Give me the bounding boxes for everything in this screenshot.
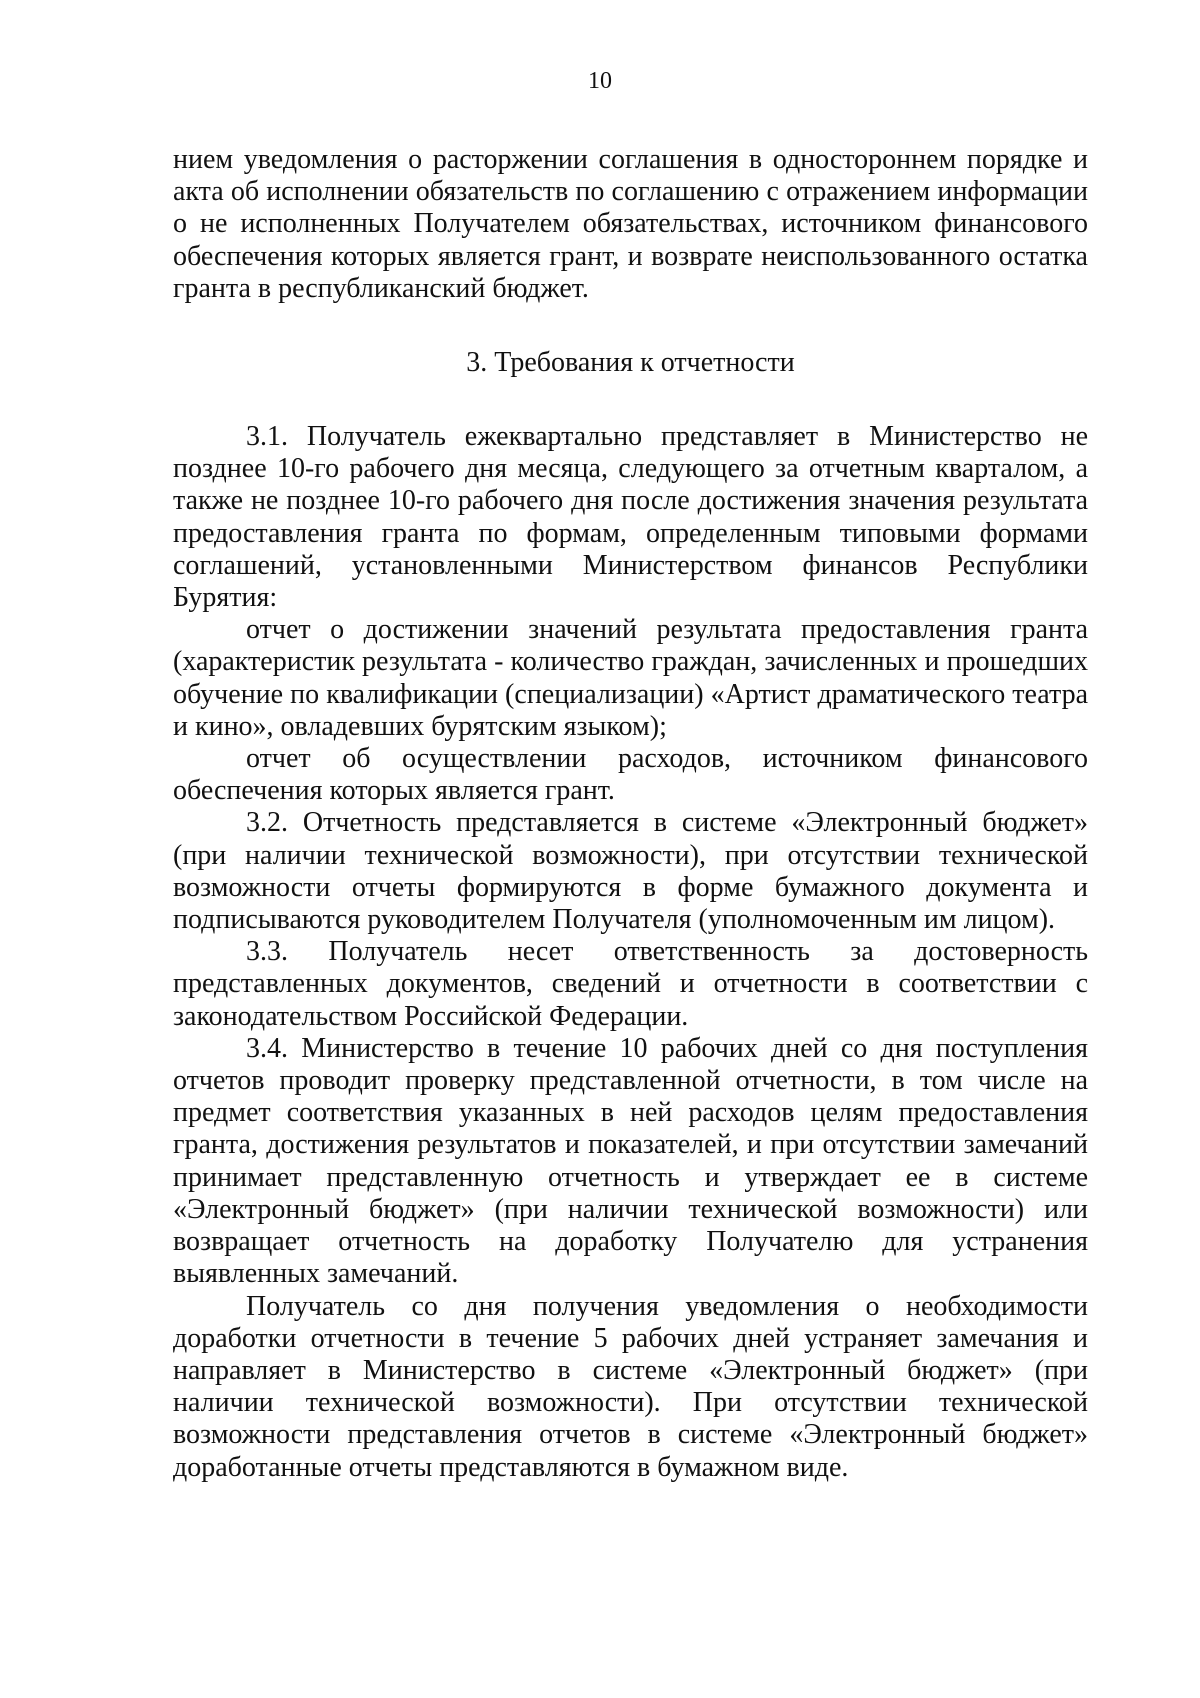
- paragraph-3-2: 3.2. Отчетность представляется в системе «Электронный бюджет» (при наличии технической возможности), при отсутствии технической возможности отчеты формируются в форме бумажного документа и подписываются руководителем Получателя (уполномоченным им лицом).: [173, 807, 1088, 936]
- paragraph-revision: Получатель со дня получения уведомления о необходимости доработки отчетности в течение 5 рабочих дней устраняет замечания и направляет в Министерство в системе «Электронный бюджет» (при наличии технической возможности). При отсутствии технической возможности представления отчетов в системе «Электронный бюджет» доработанные отчеты представляются в бумажном виде.: [173, 1290, 1088, 1483]
- document-body: [173, 144, 1088, 1484]
- section-heading: 3. Требования к отчетности: [466, 347, 795, 379]
- spacer: [173, 305, 1088, 347]
- continuation-paragraph: нием уведомления о расторжении соглашения в одностороннем порядке и акта об исполнении обязательств по соглашению с отражением информации о не исполненных Получателем обязательствах, источником финансового обеспечения которых является грант, и возврате неиспользованного остатка гранта в республиканский бюджет.: [173, 144, 1088, 304]
- paragraph-report-results: отчет о достижении значений результата предоставления гранта (характеристик результата - количество граждан, зачисленных и прошедших обучение по квалификации (специализации) «Артист драматического театра и кино», овладевших бурятским языком);: [173, 614, 1088, 742]
- paragraph-3-4: 3.4. Министерство в течение 10 рабочих дней со дня поступления отчетов проводит проверку представленной отчетности, в том числе на предмет соответствия указанных в ней расходов целям предоставления гранта, достижения результатов и показателей, и при отсутствии замечаний принимает представленную отчетность и утверждает ее в системе «Электронный бюджет» (при наличии технической возможности) или возвращает отчетность на доработку Получателю для устранения выявленных замечаний.: [173, 1032, 1088, 1290]
- paragraph-report-expenses: отчет об осуществлении расходов, источником финансового обеспечения которых является грант.: [173, 743, 1088, 807]
- page-number: 10: [588, 68, 612, 94]
- paragraph-3-1: 3.1. Получатель ежеквартально представляет в Министерство не позднее 10-го рабочего дня месяца, следующего за отчетным кварталом, а также не позднее 10-го рабочего дня после достижения значения результата предоставления гранта по формам, определенным типовыми формами соглашений, установленными Министерством финансов Республики Бурятия:: [173, 421, 1088, 614]
- spacer: [173, 379, 1088, 421]
- paragraph-3-3: 3.3. Получатель несет ответственность за достоверность представленных документов, сведений и отчетности в соответствии с законодательством Российской Федерации.: [173, 936, 1088, 1032]
